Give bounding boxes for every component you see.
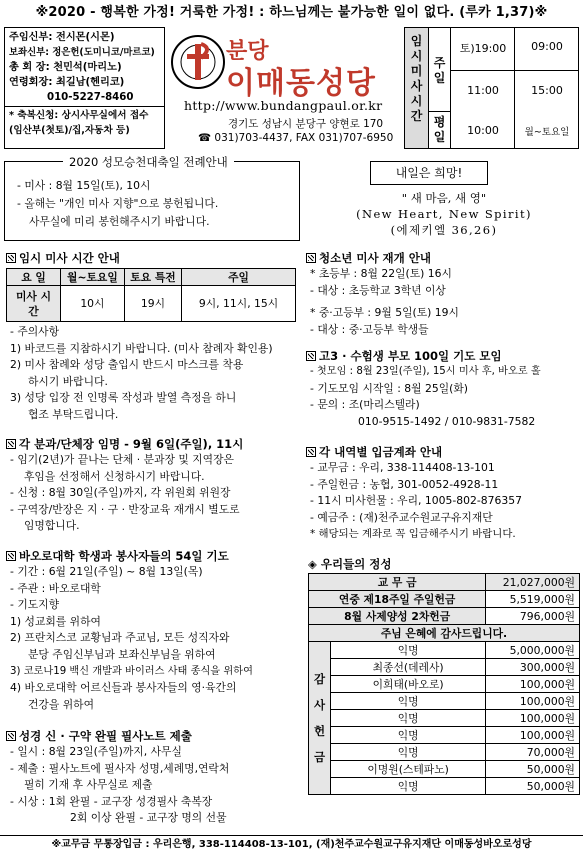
appointment-line: - 임기(2년)가 끝나는 단체 · 분과장 및 지역장은 xyxy=(10,453,234,466)
donor-name: 익명 xyxy=(331,642,486,659)
checkbox-icon xyxy=(6,731,16,741)
appointment-title: 각 분과/단체장 임명 - 9월 6일(주일), 11시 xyxy=(6,436,243,452)
table-cell: 10시 xyxy=(61,286,125,322)
staff-box xyxy=(4,27,165,149)
parish-title-top: 분당 xyxy=(226,39,269,64)
parish-address: 경기도 성남시 분당구 양현로 170 xyxy=(228,118,384,130)
appointment-line: - 신청 : 8월 30일(주일)까지, 각 위원회 위원장 xyxy=(10,486,231,500)
checkbox-icon xyxy=(6,439,16,449)
checkbox-icon xyxy=(6,253,16,263)
account-line: - 예금주 : (재)천주교수원교구유지재단 xyxy=(310,510,493,524)
exam-line: 010-9515-1492 / 010-9831-7582 xyxy=(358,414,536,428)
exam-prayer-body xyxy=(310,364,541,430)
staff-phone: 010-5227-8460 xyxy=(47,92,134,103)
note-line: 하시기 바랍니다. xyxy=(28,374,108,388)
hope-verse xyxy=(308,190,580,238)
mass-time: 10:00 xyxy=(467,124,499,137)
parish-title-main: 이매동성당 xyxy=(226,66,376,101)
staff-line: 보좌신부: 정은헌(도미니코/마르코) xyxy=(9,47,155,58)
thanks-label: 감사헌금 xyxy=(309,642,331,795)
hope-line: " 새 마음, 새 영" xyxy=(401,191,487,205)
donor-name: 익명 xyxy=(331,778,486,795)
note-line: 1) 바코드를 지참하시기 바랍니다. (미사 참례자 확인용) xyxy=(10,341,273,355)
office-note: * 축복신청: 상시사무실에서 접수 xyxy=(9,110,149,121)
novena-line: 분당 주임신부님과 보좌신부님을 위하여 xyxy=(28,647,216,661)
donor-amount: 100,000원 xyxy=(486,710,580,727)
assumption-line: - 미사 : 8월 15일(토), 10시 xyxy=(17,179,151,192)
donor-amount: 100,000원 xyxy=(486,727,580,744)
bible-line: - 일시 : 8월 23일(주일)까지, 사무실 xyxy=(10,745,182,758)
youth-mass-body xyxy=(310,266,459,338)
offering-label: 교 무 금 xyxy=(309,574,486,591)
table-header: 월~토요일 xyxy=(61,269,125,286)
mass-time: 토)19:00 xyxy=(459,42,507,55)
mass-times-box xyxy=(404,27,579,149)
youth-mass-title: 청소년 미사 재개 안내 xyxy=(306,250,431,266)
donor-amount: 100,000원 xyxy=(486,693,580,710)
novena-line: 1) 성교회를 위하여 xyxy=(10,614,101,628)
offerings-title: ◈ 우리들의 정성 xyxy=(308,557,392,571)
donor-amount: 300,000원 xyxy=(486,659,580,676)
youth-line: - 대상 : 초등학교 3학년 이상 xyxy=(310,283,446,297)
note-line: 2) 미사 참례와 성당 출입시 반드시 마스크를 착용 xyxy=(10,358,244,372)
novena-title: 바오로대학 학생과 봉사자들의 54일 기도 xyxy=(6,548,229,564)
offering-label: 8월 사제양성 2차헌금 xyxy=(309,608,486,625)
office-note: (임산부(첫토)/집,자동차 등) xyxy=(9,125,130,136)
staff-line: 주임신부: 전시몬(시몬) xyxy=(9,32,115,43)
sunday-label: 주일 xyxy=(433,56,446,85)
donor-amount: 100,000원 xyxy=(486,676,580,693)
bible-line: - 시상 : 1회 완필 - 교구장 성경필사 축복장 xyxy=(10,794,213,808)
temp-mass-table xyxy=(6,268,296,322)
accounts-body xyxy=(310,460,522,543)
offering-amount: 796,000원 xyxy=(486,608,580,625)
donor-name: 익명 xyxy=(331,727,486,744)
offerings-table xyxy=(308,573,580,795)
exam-line: - 문의 : 조(마리스텔라) xyxy=(310,398,420,412)
assumption-box xyxy=(4,155,300,241)
checkbox-icon xyxy=(306,253,316,263)
checkbox-icon xyxy=(306,447,316,457)
mass-time: 09:00 xyxy=(531,40,563,53)
hope-line: (에제키엘 36,26) xyxy=(390,223,498,237)
novena-line: 2) 프란치스코 교황님과 주교님, 모든 성직자와 xyxy=(10,631,230,645)
novena-line: - 주관 : 바오로대학 xyxy=(10,581,101,595)
accounts-title: 각 내역별 입금계좌 안내 xyxy=(306,444,442,460)
bible-line: - 제출 : 필사노트에 필사자 성명,세례명,연락처 xyxy=(10,761,230,775)
novena-body xyxy=(10,564,253,713)
donor-name: 익명 xyxy=(331,710,486,727)
staff-line: 총 회 장: 천민석(마리노) xyxy=(9,62,122,73)
temp-mass-title: 임시 미사 시간 안내 xyxy=(6,250,120,266)
staff-line: 연령회장: 최길남(헨리코) xyxy=(9,77,125,88)
novena-line: 4) 바오로대학 어르신들과 봉사자들의 영·육간의 xyxy=(10,681,237,695)
appointment-line: - 구역장/반장은 지 · 구 · 반장교육 재개시 별도로 xyxy=(10,502,240,516)
donor-name: 익명 xyxy=(331,744,486,761)
exam-prayer-title: 고3 · 수험생 부모 100일 기도 모임 xyxy=(306,348,502,364)
offering-amount: 5,519,000원 xyxy=(486,591,580,608)
account-line: - 주일헌금 : 농협, 301-0052-4928-11 xyxy=(310,477,499,491)
exam-line: - 기도모임 시작일 : 8월 25일(화) xyxy=(310,381,469,395)
donor-name: 이명원(스테파노) xyxy=(331,761,486,778)
donor-amount: 5,000,000원 xyxy=(486,642,580,659)
assumption-title: 2020 성모승천대축일 전례안내 xyxy=(63,154,234,170)
youth-line: * 초등부 : 8월 22일(토) 16시 xyxy=(310,267,452,280)
offering-amount: 21,027,000원 xyxy=(486,574,580,591)
exam-line: - 첫모임 : 8월 23일(주일), 15시 미사 후, 바오로 홀 xyxy=(310,366,541,377)
donor-name: 최종선(데레사) xyxy=(331,659,486,676)
table-cell: 9시, 11시, 15시 xyxy=(182,286,296,322)
mass-time: 월~토요일 xyxy=(524,127,570,138)
account-line: * 해당되는 계좌로 꼭 입금해주시기 바랍니다. xyxy=(310,528,516,541)
donor-name: 익명 xyxy=(331,693,486,710)
novena-line: - 기간 : 6월 21일(주일) ~ 8월 13일(목) xyxy=(10,565,203,578)
donor-amount: 50,000원 xyxy=(486,761,580,778)
assumption-line: 사무실에 미리 봉헌해주시기 바랍니다. xyxy=(29,215,210,228)
thanks-heading: 주님 은혜에 감사드립니다. xyxy=(309,625,580,642)
appointment-line: 임명합니다. xyxy=(24,519,80,533)
bible-body xyxy=(10,744,229,827)
youth-line: * 중·고등부 : 9월 5일(토) 19시 xyxy=(310,306,459,320)
offering-label: 연중 제18주일 주일헌금 xyxy=(309,591,486,608)
donor-amount: 50,000원 xyxy=(486,778,580,795)
footer-note: ※교무금 무통장입금 : 우리은행, 338-114408-13-101, (재)천주교수원교구유지재단 이매동성바오로성당 xyxy=(0,835,583,853)
assumption-line: - 올해는 "개인 미사 지향"으로 봉헌됩니다. xyxy=(17,197,219,210)
hope-title: 내일은 희망! xyxy=(370,161,488,185)
table-header: 요 일 xyxy=(7,269,61,286)
bible-title: 성경 신 · 구약 완필 필사노트 제출 xyxy=(6,728,192,744)
table-cell: 19시 xyxy=(124,286,181,322)
novena-line: 3) 코로나19 백신 개발과 바이러스 사태 종식을 위하여 xyxy=(10,665,253,677)
hope-line: (New Heart, New Spirit) xyxy=(356,207,532,221)
donor-name: 이희태(바오로) xyxy=(331,676,486,693)
youth-line: - 대상 : 중·고등부 학생들 xyxy=(310,322,429,336)
mass-time: 11:00 xyxy=(467,84,499,97)
account-line: - 11시 미사헌물 : 우리, 1005-802-876357 xyxy=(310,494,522,508)
bible-line: 2회 이상 완필 - 교구장 명의 선물 xyxy=(70,811,227,825)
note-title: - 주의사항 xyxy=(10,325,60,338)
mass-times-label: 임시미사시간 xyxy=(405,28,429,148)
weekday-label: 평일 xyxy=(433,115,446,144)
donor-amount: 70,000원 xyxy=(486,744,580,761)
parish-contact: ☎ 031)703-4437, FAX 031)707-6950 xyxy=(198,132,394,144)
table-header: 주일 xyxy=(182,269,296,286)
novena-line: 건강을 위하여 xyxy=(28,697,95,711)
parish-logo-icon xyxy=(170,30,226,96)
novena-line: - 기도지향 xyxy=(10,598,60,612)
appointment-line: 후임을 선정해서 신청하시기 바랍니다. xyxy=(24,469,205,483)
checkbox-icon xyxy=(306,351,316,361)
table-row-label: 미사 시간 xyxy=(7,286,61,322)
note-line: 3) 성당 입장 전 인명록 작성과 발열 측정을 하니 xyxy=(10,391,237,405)
parish-url[interactable]: http://www.bundangpaul.or.kr xyxy=(184,98,383,113)
mass-time: 15:00 xyxy=(531,84,563,97)
table-header: 토요 특전 xyxy=(124,269,181,286)
account-line: - 교무금 : 우리, 338-114408-13-101 xyxy=(310,461,495,474)
top-banner: ※2020 - 행복한 가정! 거룩한 가정! : 하느님께는 불가능한 일이 없다. (루카 1,37)※ xyxy=(35,5,548,20)
note-line: 협조 부탁드립니다. xyxy=(28,407,119,421)
bible-line: 필히 기재 후 사무실로 제출 xyxy=(24,778,153,792)
parish-header xyxy=(170,30,400,150)
appointment-body xyxy=(10,452,240,535)
checkbox-icon xyxy=(6,551,16,561)
temp-mass-notes xyxy=(10,324,273,424)
